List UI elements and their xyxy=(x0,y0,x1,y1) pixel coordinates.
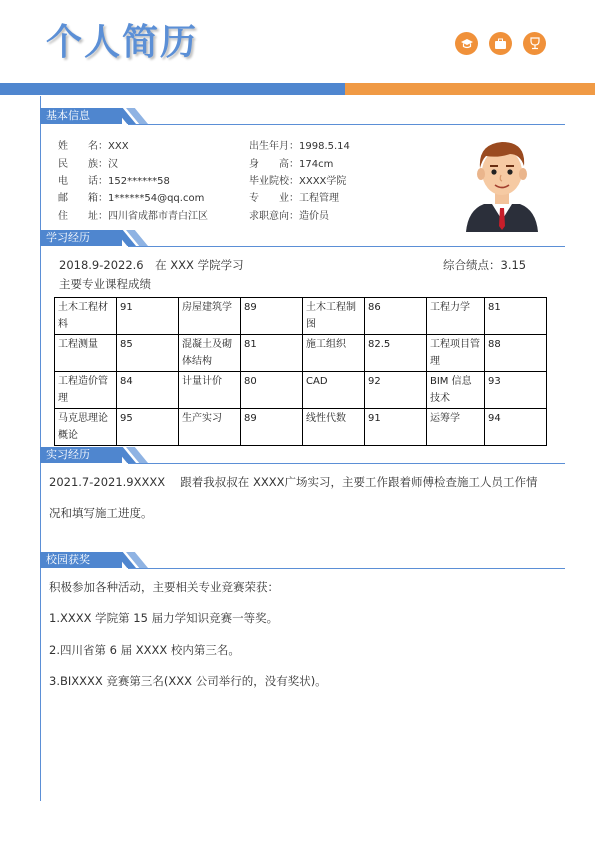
course-name-cell: 计量计价 xyxy=(179,372,241,409)
course-score-cell: 81 xyxy=(241,335,303,372)
course-score-cell: 84 xyxy=(117,372,179,409)
course-name-cell: BIM 信息技术 xyxy=(427,372,485,409)
info-major xyxy=(249,189,339,204)
study-period: 2018.9-2022.6 在 XXX 学院学习 xyxy=(59,258,244,272)
course-score-cell: 94 xyxy=(485,409,547,446)
info-school xyxy=(249,172,346,187)
info-value: 造价员 xyxy=(299,211,329,222)
course-name-cell: 工程造价管理 xyxy=(55,372,117,409)
section-header-awards xyxy=(40,552,565,574)
course-name-cell: 马克思理论概论 xyxy=(55,409,117,446)
course-score-cell: 92 xyxy=(365,372,427,409)
section-title: 实习经历 xyxy=(40,447,122,463)
course-name-cell: 混凝土及砌体结构 xyxy=(179,335,241,372)
course-name-cell: 工程测量 xyxy=(55,335,117,372)
info-value: 1******54@qq.com xyxy=(108,193,205,204)
section-header-intern xyxy=(40,447,565,469)
award-item: 2.四川省第 6 届 XXXX 校内第三名。 xyxy=(49,643,240,657)
course-score-cell: 91 xyxy=(117,298,179,335)
info-value: 汉 xyxy=(108,159,118,170)
award-item: 1.XXXX 学院第 15 届力学知识竞赛一等奖。 xyxy=(49,611,279,625)
info-label: 出生年月： xyxy=(249,141,299,152)
intern-line-1: 2021.7-2021.9XXXX 跟着我叔叔在 XXXX广场实习，主要工作跟着师傅检查施工人员工作情 xyxy=(49,475,538,489)
page-title: 个人简历 xyxy=(46,22,199,63)
info-label: 求职意向： xyxy=(249,211,299,222)
intern-line-2: 况和填写施工进度。 xyxy=(49,506,153,520)
avatar xyxy=(462,130,542,232)
course-name-cell: 运筹学 xyxy=(427,409,485,446)
course-score-cell: 88 xyxy=(485,335,547,372)
info-intent xyxy=(249,207,329,222)
info-ethnic xyxy=(58,155,118,170)
course-score-cell: 85 xyxy=(117,335,179,372)
section-header-study xyxy=(40,230,565,252)
grades-table xyxy=(54,297,547,446)
info-value: XXX xyxy=(108,141,129,152)
course-score-cell: 89 xyxy=(241,409,303,446)
info-value: 1998.5.14 xyxy=(299,141,350,152)
table-row xyxy=(55,298,547,335)
section-divider xyxy=(128,568,565,569)
course-name-cell: 土木工程材料 xyxy=(55,298,117,335)
study-gpa: 综合绩点：3.15 xyxy=(443,258,527,272)
info-value: 152******58 xyxy=(108,176,170,187)
info-value: XXXX学院 xyxy=(299,176,347,187)
course-name-cell: 土木工程制图 xyxy=(303,298,365,335)
info-value: 四川省成都市青白江区 xyxy=(108,211,208,222)
awards-intro: 积极参加各种活动，主要相关专业竞赛荣获： xyxy=(49,580,279,594)
course-score-cell: 93 xyxy=(485,372,547,409)
header-bar-blue xyxy=(0,83,345,95)
info-label: 民 族： xyxy=(58,159,108,170)
header-icons xyxy=(455,32,546,55)
table-row xyxy=(55,409,547,446)
section-title: 校园获奖 xyxy=(40,552,122,568)
table-row xyxy=(55,372,547,409)
course-name-cell: 房屋建筑学 xyxy=(179,298,241,335)
info-value: 174cm xyxy=(299,159,334,170)
briefcase-icon xyxy=(489,32,512,55)
course-score-cell: 95 xyxy=(117,409,179,446)
info-value: 工程管理 xyxy=(299,193,339,204)
section-divider xyxy=(128,124,565,125)
section-title: 学习经历 xyxy=(40,230,122,246)
course-name-cell: 施工组织 xyxy=(303,335,365,372)
section-header-basic xyxy=(40,108,565,130)
section-title: 基本信息 xyxy=(40,108,122,124)
course-score-cell: 86 xyxy=(365,298,427,335)
info-label: 身 高： xyxy=(249,159,299,170)
header-bar-orange xyxy=(345,83,595,95)
info-birth xyxy=(249,137,350,152)
info-label: 电 话： xyxy=(58,176,108,187)
award-item: 3.BIXXXX 竞赛第三名(XXX 公司举行的，没有奖状)。 xyxy=(49,674,327,688)
course-name-cell: 线性代数 xyxy=(303,409,365,446)
table-row xyxy=(55,335,547,372)
info-email xyxy=(58,189,204,204)
info-label: 住 址： xyxy=(58,211,108,222)
course-score-cell: 81 xyxy=(485,298,547,335)
info-label: 姓 名： xyxy=(58,141,108,152)
info-phone xyxy=(58,172,170,187)
info-address xyxy=(58,207,208,222)
section-divider xyxy=(128,463,565,464)
course-score-cell: 89 xyxy=(241,298,303,335)
trophy-icon xyxy=(523,32,546,55)
course-name-cell: 生产实习 xyxy=(179,409,241,446)
courses-title: 主要专业课程成绩 xyxy=(59,277,151,291)
info-label: 毕业院校： xyxy=(249,176,299,187)
info-label: 专 业： xyxy=(249,193,299,204)
info-label: 邮 箱： xyxy=(58,193,108,204)
course-name-cell: 工程力学 xyxy=(427,298,485,335)
course-score-cell: 91 xyxy=(365,409,427,446)
graduation-cap-icon xyxy=(455,32,478,55)
course-score-cell: 80 xyxy=(241,372,303,409)
course-name-cell: 工程项目管理 xyxy=(427,335,485,372)
course-score-cell: 82.5 xyxy=(365,335,427,372)
section-divider xyxy=(128,246,565,247)
info-name xyxy=(58,137,129,152)
course-name-cell: CAD xyxy=(303,372,365,409)
info-height xyxy=(249,155,333,170)
